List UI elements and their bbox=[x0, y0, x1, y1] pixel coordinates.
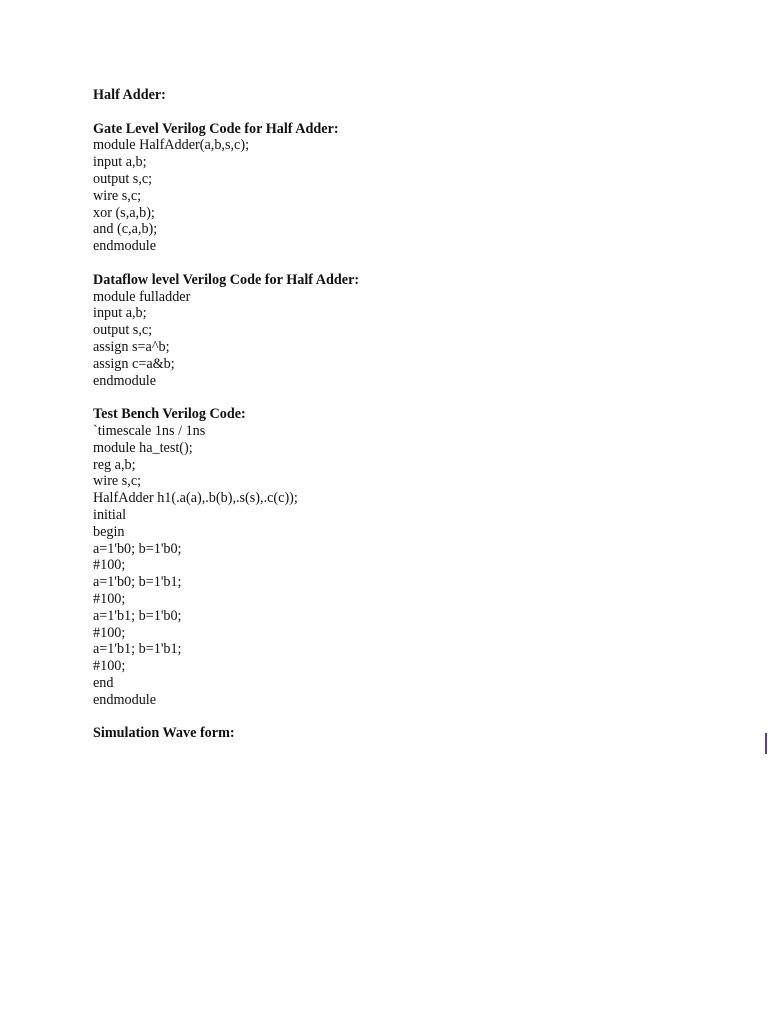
code-line: `timescale 1ns / 1ns bbox=[93, 422, 206, 439]
code-line: output s,c; bbox=[93, 322, 153, 339]
spacer bbox=[93, 708, 733, 725]
code-line: a=1'b0; b=1'b0; bbox=[93, 540, 182, 557]
code-line: endmodule bbox=[93, 372, 157, 389]
document-page bbox=[93, 87, 733, 742]
code-line: xor (s,a,b); bbox=[93, 204, 155, 221]
code-line: #100; bbox=[93, 590, 126, 607]
section-heading: Dataflow level Verilog Code for Half Adder: bbox=[93, 271, 360, 288]
code-line: module fulladder bbox=[93, 288, 191, 305]
code-line: and (c,a,b); bbox=[93, 221, 158, 238]
code-line: wire s,c; bbox=[93, 187, 142, 204]
section-heading: Test Bench Verilog Code: bbox=[93, 406, 246, 423]
code-line: #100; bbox=[93, 557, 126, 574]
code-line: assign c=a&b; bbox=[93, 355, 175, 372]
text-cursor bbox=[765, 733, 767, 754]
spacer bbox=[93, 389, 733, 406]
code-line: a=1'b1; b=1'b1; bbox=[93, 641, 182, 658]
code-line: begin bbox=[93, 523, 125, 540]
code-section bbox=[93, 406, 733, 725]
code-sections bbox=[93, 121, 733, 726]
code-section bbox=[93, 121, 733, 272]
code-line: a=1'b0; b=1'b1; bbox=[93, 574, 182, 591]
code-line: #100; bbox=[93, 624, 126, 641]
code-section bbox=[93, 272, 733, 406]
code-line: a=1'b1; b=1'b0; bbox=[93, 607, 182, 624]
code-line: wire s,c; bbox=[93, 473, 142, 490]
code-line: endmodule bbox=[93, 238, 157, 255]
code-line: assign s=a^b; bbox=[93, 338, 170, 355]
code-line: output s,c; bbox=[93, 170, 153, 187]
section-heading: Gate Level Verilog Code for Half Adder: bbox=[93, 120, 339, 137]
code-line: #100; bbox=[93, 658, 126, 675]
code-line: module HalfAdder(a,b,s,c); bbox=[93, 137, 250, 154]
code-line: input a,b; bbox=[93, 305, 147, 322]
code-line: reg a,b; bbox=[93, 456, 136, 473]
code-line: HalfAdder h1(.a(a),.b(b),.s(s),.c(c)); bbox=[93, 490, 298, 507]
simulation-heading: Simulation Wave form: bbox=[93, 725, 235, 742]
code-line: initial bbox=[93, 506, 127, 523]
spacer bbox=[93, 104, 733, 121]
document-title: Half Adder: bbox=[93, 87, 166, 103]
code-line: input a,b; bbox=[93, 154, 147, 171]
spacer bbox=[93, 255, 733, 272]
code-line: end bbox=[93, 674, 114, 691]
code-line: endmodule bbox=[93, 691, 157, 708]
code-line: module ha_test(); bbox=[93, 439, 193, 456]
